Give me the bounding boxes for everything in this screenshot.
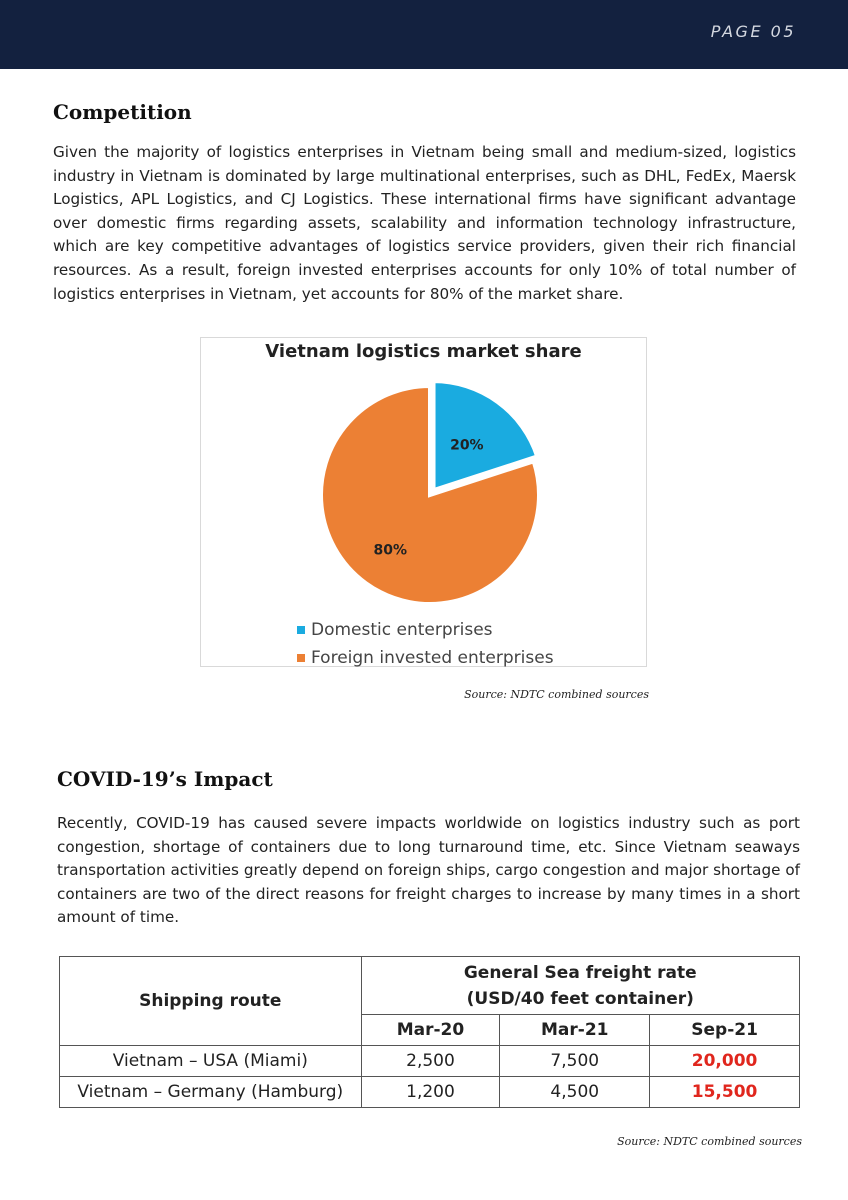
route-cell: Vietnam – USA (Miami) bbox=[60, 1046, 362, 1077]
pie-data-label: 80% bbox=[373, 542, 408, 559]
freight-rate-table bbox=[59, 956, 800, 1108]
rate-cell: 1,200 bbox=[361, 1077, 500, 1108]
chart-legend bbox=[297, 616, 554, 672]
period-header: Sep-21 bbox=[650, 1015, 800, 1046]
period-header: Mar-20 bbox=[361, 1015, 500, 1046]
rate-header bbox=[361, 957, 799, 1015]
legend-item-foreign bbox=[297, 644, 554, 672]
table-source: Source: NDTC combined sources bbox=[617, 1135, 802, 1148]
table-row bbox=[60, 1046, 800, 1077]
legend-label-domestic: Domestic enterprises bbox=[311, 620, 493, 640]
header-band bbox=[0, 0, 848, 69]
pie-chart bbox=[200, 337, 647, 667]
page-number: PAGE 05 bbox=[710, 22, 796, 41]
rate-cell: 7,500 bbox=[500, 1046, 650, 1077]
period-header: Mar-21 bbox=[500, 1015, 650, 1046]
rate-cell-highlight: 15,500 bbox=[650, 1077, 800, 1108]
competition-heading: Competition bbox=[53, 100, 192, 124]
table-row bbox=[60, 1077, 800, 1108]
legend-label-foreign: Foreign invested enterprises bbox=[311, 648, 554, 668]
rate-header-line1: General Sea freight rate bbox=[463, 962, 697, 983]
competition-paragraph: Given the majority of logistics enterprises in Vietnam being small and medium-sized, logistics industry in Vietnam is dominated by large multinational enterprises, such as DHL, FedEx, Maersk Logistics, APL Logistics, and CJ Logistics. These international firms have significant advantage over domestic firms regarding assets, scalability and information technology infrastructure, which are key competitive advantages of logistics service providers, given their rich financial resources. As a result, foreign invested enterprises accounts for only 10% of total number of logistics enterprises in Vietnam, yet accounts for 80% of the market share. bbox=[53, 143, 796, 303]
route-cell: Vietnam – Germany (Hamburg) bbox=[60, 1077, 362, 1108]
rate-cell: 2,500 bbox=[361, 1046, 500, 1077]
rate-header-line2: (USD/40 feet container) bbox=[466, 988, 694, 1009]
chart-title: Vietnam logistics market share bbox=[265, 341, 582, 362]
rate-cell-highlight: 20,000 bbox=[650, 1046, 800, 1077]
pie-data-label: 20% bbox=[450, 437, 484, 454]
legend-item-domestic bbox=[297, 616, 554, 644]
legend-swatch-domestic bbox=[297, 626, 305, 634]
route-header: Shipping route bbox=[60, 957, 362, 1046]
covid-heading: COVID-19’s Impact bbox=[57, 767, 273, 791]
legend-swatch-foreign bbox=[297, 654, 305, 662]
chart-source: Source: NDTC combined sources bbox=[464, 688, 649, 701]
rate-cell: 4,500 bbox=[500, 1077, 650, 1108]
covid-paragraph: Recently, COVID-19 has caused severe impacts worldwide on logistics industry such as port congestion, shortage of containers due to long turnaround time, etc. Since Vietnam seaways transportation activities greatly depend on foreign ships, cargo congestion and major shortage of containers are two of the direct reasons for freight charges to increase by many times in a short amount of time. bbox=[57, 814, 800, 927]
